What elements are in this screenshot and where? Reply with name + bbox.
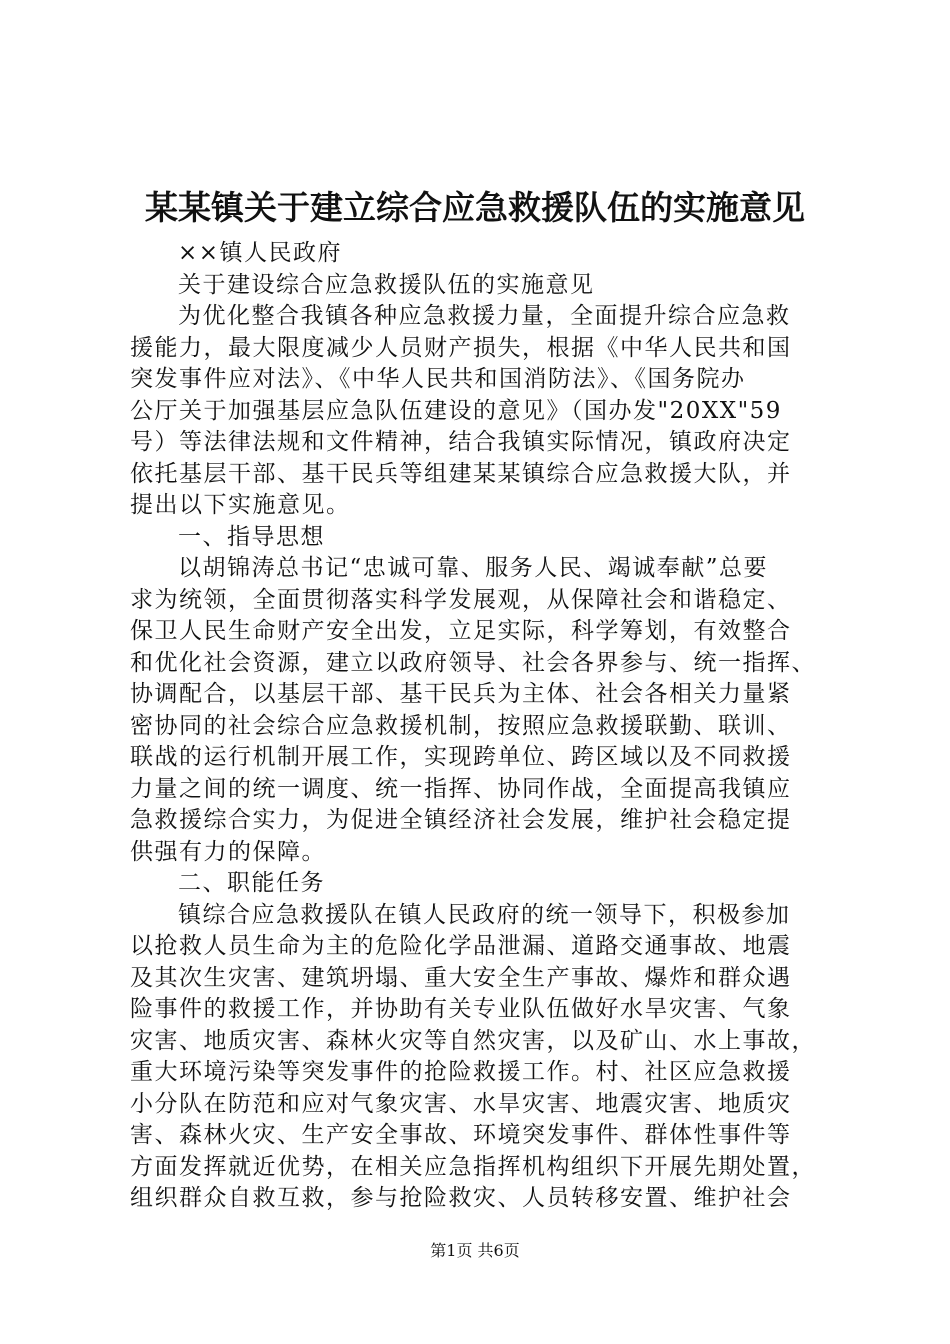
body-text-line: 组织群众自救互救，参与抢险救灾、人员转移安置、维护社会 [130,1185,792,1211]
body-text-line: 协调配合，以基层干部、基干民兵为主体、社会各相关力量紧 [130,681,792,707]
body-text-line: 急救援综合实力，为促进全镇经济社会发展，维护社会稳定提 [130,807,792,833]
body-text-line: 供强有力的保障。 [130,838,326,865]
body-text-line: 联战的运行机制开展工作，实现跨单位、跨区域以及不同救援 [130,744,792,770]
body-text-line: 号）等法律法规和文件精神，结合我镇实际情况，镇政府决定 [130,429,792,455]
body-text-line: ××镇人民政府 [178,240,343,266]
body-text-line: 和优化社会资源，建立以政府领导、社会各界参与、统一指挥、 [130,649,816,676]
body-text-line: 求为统领，全面贯彻落实科学发展观，从保障社会和谐稳定、 [130,586,792,613]
body-text-line: 镇综合应急救援队在镇人民政府的统一领导下，积极参加 [178,901,791,928]
document-title: 某某镇关于建立综合应急救援队伍的实施意见 [145,188,805,227]
body-text-line: 以胡锦涛总书记“忠诚可靠、服务人民、竭诚奉献”总要 [178,555,769,581]
body-text-line: 灾害、地质灾害、森林火灾等自然灾害，以及矿山、水上事故， [130,1027,816,1054]
body-text-line: 一、指导思想 [178,523,325,550]
body-text-line: 提出以下实施意见。 [130,492,351,518]
body-text-line: 以抢救人员生命为主的危险化学品泄漏、道路交通事故、地震 [130,933,792,959]
body-text-line: 险事件的救援工作，并协助有关专业队伍做好水旱灾害、气象 [130,996,792,1022]
body-text-line: 及其次生灾害、建筑坍塌、重大安全生产事故、爆炸和群众遇 [130,964,792,991]
body-text-line: 密协同的社会综合应急救援机制，按照应急救援联勤、联训、 [130,712,792,739]
body-text-line: 关于建设综合应急救援队伍的实施意见 [178,271,595,298]
body-text-line: 保卫人民生命财产安全出发，立足实际，科学筹划，有效整合 [130,618,792,644]
body-text-line: 小分队在防范和应对气象灾害、水旱灾害、地震灾害、地质灾 [130,1090,792,1117]
body-text-line: 依托基层干部、基干民兵等组建某某镇综合应急救援大队，并 [130,460,792,487]
body-text-line: 为优化整合我镇各种应急救援力量，全面提升综合应急救 [178,303,791,329]
body-text-line: 重大环境污染等突发事件的抢险救援工作。村、社区应急救援 [130,1059,792,1085]
body-text-line: 突发事件应对法》、《中华人民共和国消防法》、《国务院办 [130,366,746,392]
page-number-footer: 第1页 共6页 [430,1241,520,1260]
body-text-line: 援能力，最大限度减少人员财产损失，根据《中华人民共和国 [130,334,792,361]
body-text-line: 二、职能任务 [178,870,325,896]
body-text-line: 公厅关于加强基层应急队伍建设的意见》（国办发"20XX"59 [130,397,782,424]
body-text-line: 方面发挥就近优势，在相关应急指挥机构组织下开展先期处置， [130,1153,816,1180]
document-body [130,238,832,1215]
body-text-line: 力量之间的统一调度、统一指挥、协同作战，全面提高我镇应 [130,775,792,802]
body-text-line: 害、森林火灾、生产安全事故、环境突发事件、群体性事件等 [130,1122,792,1148]
